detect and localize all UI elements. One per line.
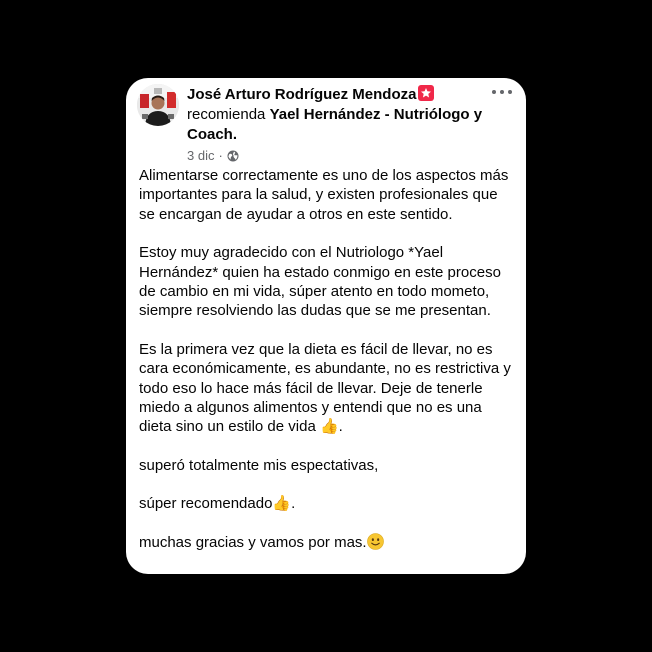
post-paragraph-period: . (338, 418, 343, 436)
recommend-action-text: recomienda (187, 106, 266, 123)
recommended-page-link[interactable]: Yael Hernández - Nutriólogo y Coach. (187, 106, 483, 143)
post-paragraph: Estoy muy agradecido con el Nutriologo *Yael Hernández* quien ha estado conmigo en este proceso de cambio en mi vida, súper atento en todo mometo, siempre resolviendo las dudas que se me presentan. (139, 244, 501, 320)
post-paragraph: superó totalmente mis espectativas, (139, 456, 379, 474)
recommendation-post-card (126, 78, 526, 574)
post-paragraph (139, 340, 511, 437)
avatar-image-icon (137, 84, 179, 126)
post-header (187, 85, 487, 145)
dot-icon (508, 90, 512, 94)
post-paragraph-text: muchas gracias y vamos por mas. (139, 533, 367, 551)
author-name[interactable]: José Arturo Rodríguez Mendoza (187, 86, 417, 103)
smiley-icon (367, 533, 384, 550)
post-date[interactable]: 3 dic (187, 148, 215, 163)
post-paragraph: Alimentarse correctamente es uno de los aspectos más importantes para la salud, y existen profesionales que se encargan de ayudar a otros en este sentido. (139, 167, 509, 223)
star-badge-icon (418, 85, 434, 101)
thumbs-up-icon: 👍 (272, 494, 292, 513)
thumbs-up-icon: 👍 (319, 417, 339, 436)
post-paragraph-text: súper recomendado (139, 495, 273, 513)
more-options-icon[interactable] (492, 86, 512, 98)
post-paragraph-period: . (291, 495, 296, 513)
dot-icon (492, 90, 496, 94)
meta-separator: · (218, 148, 223, 163)
globe-icon[interactable] (227, 150, 239, 162)
post-paragraph (139, 494, 511, 513)
dot-icon (500, 90, 504, 94)
post-paragraph-text: Es la primera vez que la dieta es fácil de llevar, no es cara económicamente, es abundante, no es restrictiva y todo eso lo hace más fácil de llevar. Deje de tenerle miedo a algunos alimentos y entendi que no es una dieta sino un estilo de vida (139, 340, 511, 436)
post-body (139, 166, 511, 552)
post-meta (187, 148, 239, 164)
author-avatar[interactable] (137, 84, 179, 126)
post-paragraph (139, 533, 511, 552)
